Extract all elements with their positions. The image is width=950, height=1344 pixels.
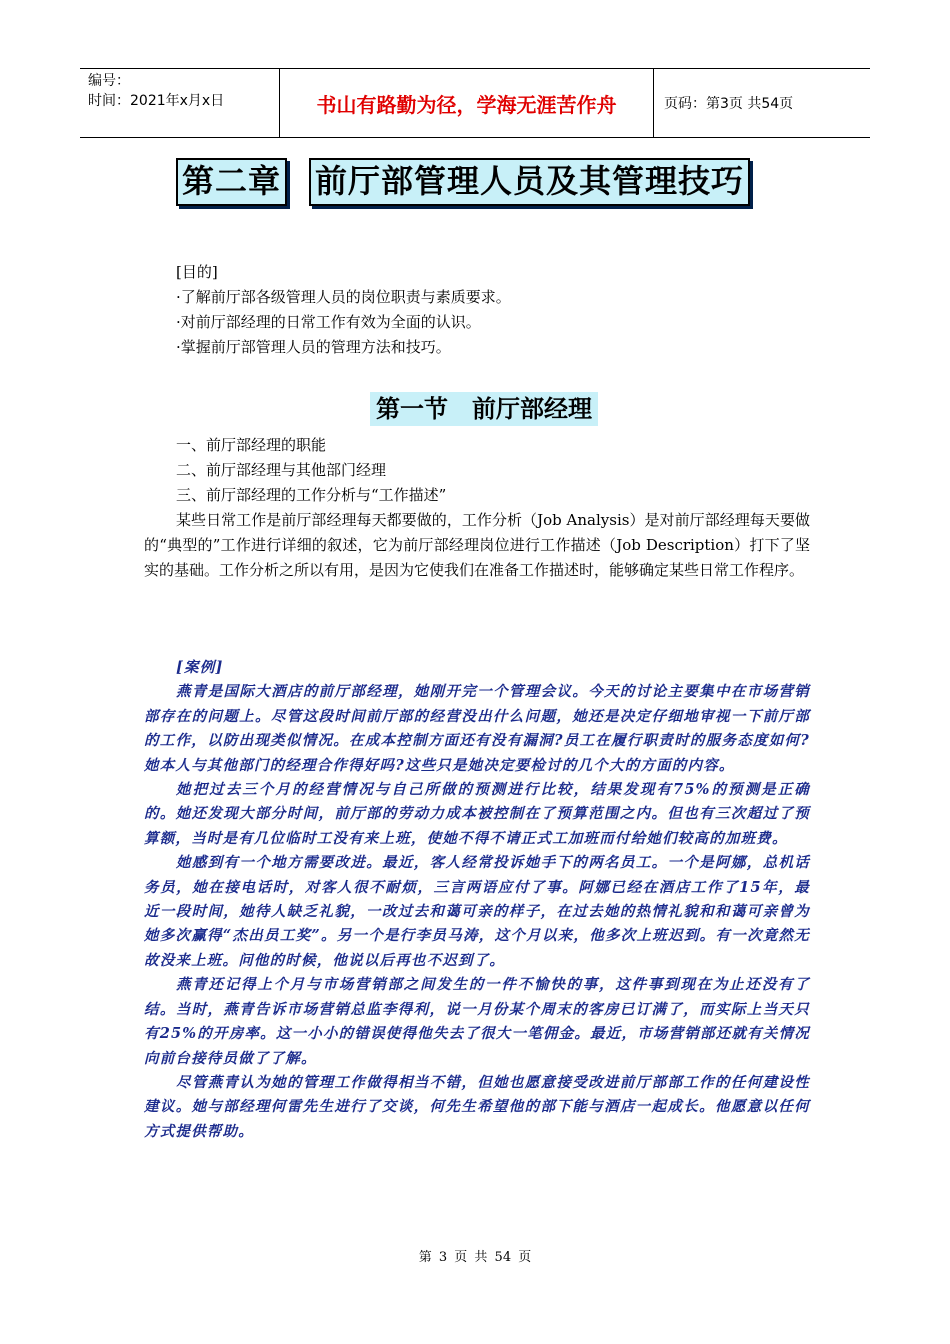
- objective-item: ·对前厅部经理的日常工作有效为全面的认识。: [176, 313, 481, 331]
- page-footer: 第 3 页 共 54 页: [418, 1250, 532, 1265]
- date-label: 时间：2021年x月x日: [88, 93, 225, 109]
- header-motto: 书山有路勤为径，学海无涯苦作舟: [280, 69, 654, 137]
- section-title: 第一节 前厅部经理: [370, 392, 598, 426]
- outline-item: 一、前厅部经理的职能: [176, 436, 327, 454]
- case-paragraph: 燕青是国际大酒店的前厅部经理，她刚开完一个管理会议。今天的讨论主要集中在市场营销部存在的问题上。尽管这段时间前厅部的经营没出什么问题，她还是决定仔细地审视一下前厅部的工作，以防出现类似情况。在成本控制方面还有没有漏洞?员工在履行职责时的服务态度如何?她本人与其他部门的经理合作得好吗?这些只是她决定要检讨的几个大的方面的内容。: [144, 683, 810, 774]
- header-meta: [80, 69, 280, 137]
- case-label: [案例]: [176, 659, 224, 676]
- case-paragraph: 燕青还记得上个月与市场营销部之间发生的一件不愉快的事，这件事到现在为止还没有了结。当时，燕青告诉市场营销总监李得利，说一月份某个周末的客房已订满了，而实际上当天只有25%的开房率。这一小小的错误使得他失去了很大一笔佣金。最近，市场营销部还就有关情况向前台接待员做了了解。: [144, 976, 810, 1067]
- body-paragraph: 某些日常工作是前厅部经理每天都要做的，工作分析（Job Analysis）是对前厅部经理每天要做的“典型的”工作进行详细的叙述，它为前厅部经理岗位进行工作描述（Job Description）打下了坚实的基础。工作分析之所以有用，是因为它使我们在准备工作描述时，能够确定某些日常工作程序。: [144, 511, 810, 579]
- case-paragraph: 她把过去三个月的经营情况与自己所做的预测进行比较，结果发现有75%的预测是正确的。她还发现大部分时间，前厅部的劳动力成本被控制在了预算范围之内。但也有三次超过了预算额，当时是有几位临时工没有来上班，使她不得不请正式工加班而付给她们较高的加班费。: [144, 781, 810, 847]
- case-paragraph: 她感到有一个地方需要改进。最近，客人经常投诉她手下的两名员工。一个是阿娜，总机话务员，她在接电话时，对客人很不耐烦，三言两语应付了事。阿娜已经在酒店工作了15年，最近一段时间，她待人缺乏礼貌，一改过去和蔼可亲的样子，在过去她的热情礼貌和和蔼可亲曾为她多次赢得“杰出员工奖”。另一个是行李员马涛，这个月以来，他多次上班迟到。有一次竟然无故没来上班。问他的时候，他说以后再也不迟到了。: [144, 854, 810, 969]
- outline-item: 二、前厅部经理与其他部门经理: [176, 461, 387, 479]
- number-label: 编号：: [88, 73, 130, 89]
- objective-item: ·了解前厅部各级管理人员的岗位职责与素质要求。: [176, 288, 511, 306]
- case-paragraph: 尽管燕青认为她的管理工作做得相当不错，但她也愿意接受改进前厅部部工作的任何建设性建议。她与部经理何雷先生进行了交谈，何先生希望他的部下能与酒店一起成长。他愿意以任何方式提供帮助。: [144, 1073, 810, 1140]
- chapter-name: 前厅部管理人员及其管理技巧: [309, 158, 750, 206]
- header-table: [80, 68, 870, 138]
- case-study: [144, 656, 810, 1144]
- section-outline: [176, 433, 446, 508]
- objectives: [176, 260, 511, 360]
- objectives-heading: [目的]: [176, 263, 218, 281]
- outline-item: 三、前厅部经理的工作分析与“工作描述”: [176, 486, 447, 504]
- chapter-label: 第二章: [176, 158, 287, 206]
- header-page-info: 页码：第3页 共54页: [664, 96, 794, 112]
- objective-item: ·掌握前厅部管理人员的管理方法和技巧。: [176, 338, 451, 356]
- chapter-title: [176, 158, 750, 206]
